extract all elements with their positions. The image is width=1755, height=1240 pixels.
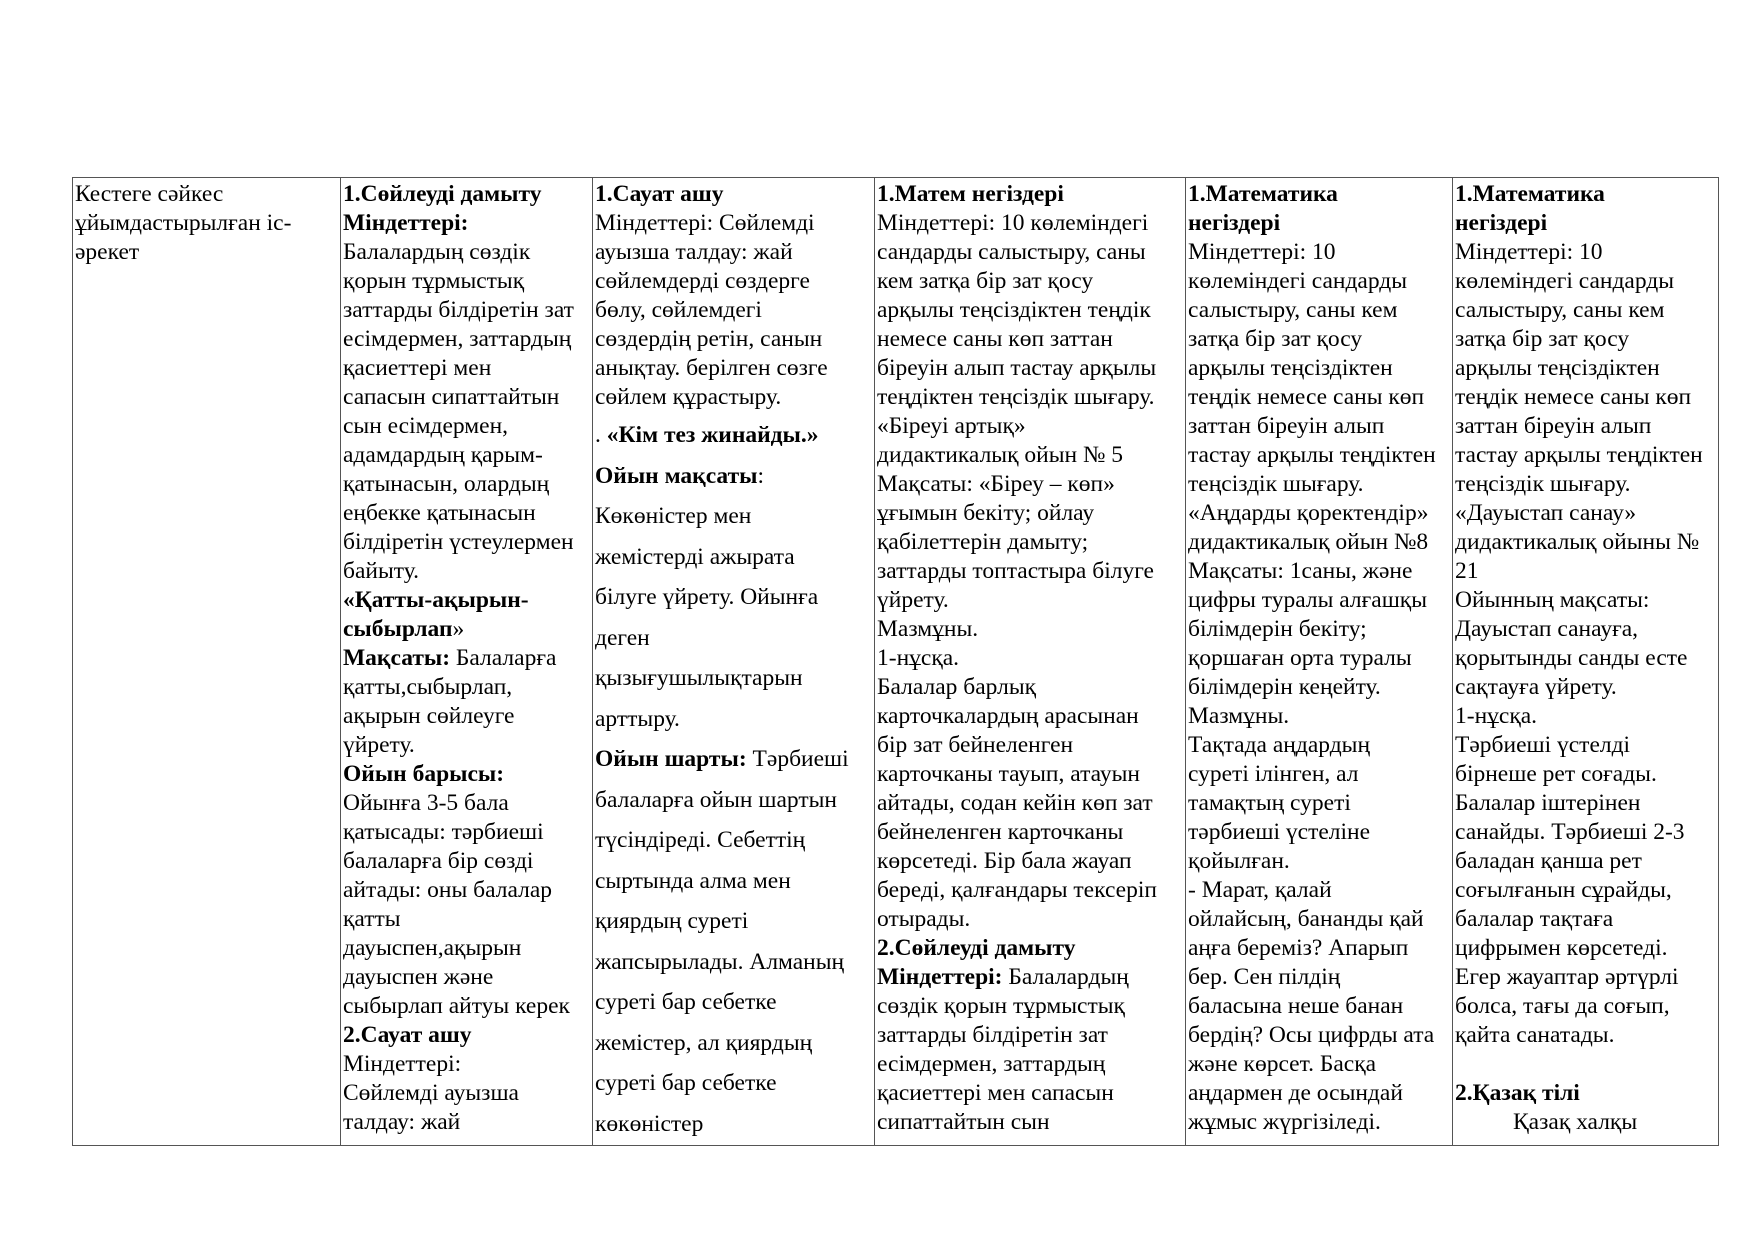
text-line: 1.Сөйлеуді дамыту bbox=[343, 181, 542, 207]
text-line: Міндеттері: Сөйлемді bbox=[595, 210, 815, 236]
text-line: кем затқа бір зат қосу bbox=[877, 268, 1094, 294]
day-4-text bbox=[1186, 178, 1452, 1137]
text-line: білімдерін кеңейту. bbox=[1188, 674, 1381, 700]
text-line: адамдардың қарым- bbox=[343, 442, 543, 468]
text-line: қорын тұрмыстық bbox=[343, 268, 525, 294]
text-line: салыстыру, саны кем bbox=[1455, 297, 1665, 323]
text-line: үйрету. bbox=[877, 587, 949, 613]
text-line: жапсырылады. Алманың bbox=[595, 948, 845, 975]
text-line: қатынасын, олардың bbox=[343, 471, 550, 497]
text-line: сыбырлап» bbox=[343, 616, 465, 642]
text-line: қайта санатады. bbox=[1455, 1022, 1615, 1048]
text-line: аңдармен де осындай bbox=[1188, 1080, 1403, 1106]
text-line: 1.Математика bbox=[1188, 181, 1338, 207]
column-day-2 bbox=[593, 178, 875, 1145]
text-line: Мазмұны. bbox=[877, 616, 979, 642]
text-line: Мақсаты: 1саны, және bbox=[1188, 558, 1413, 584]
day-5-text bbox=[1453, 178, 1718, 1137]
text-line: есімдермен, заттардың bbox=[343, 326, 572, 352]
text-line: деген bbox=[595, 624, 650, 651]
text-line: заттан біреуін алып bbox=[1188, 413, 1385, 439]
text-line: ұғымын бекіту; ойлау bbox=[877, 500, 1095, 526]
text-line: ақырын сөйлеуге bbox=[343, 703, 515, 729]
text-line: жемістерді ажырата bbox=[595, 543, 795, 570]
text-line: 2.Қазақ тілі bbox=[1455, 1080, 1580, 1106]
text-line: 1.Матем негіздері bbox=[877, 181, 1064, 207]
text-line: дидактикалық ойын №8 bbox=[1188, 529, 1429, 555]
text-line: қабілеттерін дамыту; bbox=[877, 529, 1089, 555]
text-line: теңдік немесе саны көп bbox=[1455, 384, 1692, 410]
text-line: заттан біреуін алып bbox=[1455, 413, 1652, 439]
text-line: 1-нұсқа. bbox=[1455, 703, 1538, 729]
text-line: ауызша талдау: жай bbox=[595, 239, 793, 265]
text-line: 1.Математика bbox=[1455, 181, 1605, 207]
text-line: теңдіктен теңсіздік шығару. bbox=[877, 384, 1155, 410]
text-line: сөйлем құрастыру. bbox=[595, 384, 782, 410]
text-line: дауыспен,ақырын bbox=[343, 935, 522, 961]
text-line: дидактикалық ойын № 5 bbox=[877, 442, 1123, 468]
text-line: үйрету. bbox=[343, 732, 415, 758]
text-line: - Марат, қалай bbox=[1188, 877, 1332, 903]
text-line: болса, тағы да соғып, bbox=[1455, 993, 1670, 1019]
text-line: сипаттайтын сын bbox=[877, 1109, 1050, 1135]
text-line: қоршаған орта туралы bbox=[1188, 645, 1412, 671]
text-line: біреуін алып тастау арқылы bbox=[877, 355, 1157, 381]
text-line: ұйымдастырылған іс- bbox=[75, 210, 292, 236]
text-line: сөздік қорын тұрмыстық bbox=[877, 993, 1125, 1019]
text-line: қызығушылықтарын bbox=[595, 665, 803, 691]
text-line: суреті бар себетке bbox=[595, 1070, 777, 1096]
text-line: қатысады: тәрбиеші bbox=[343, 819, 544, 845]
text-line: Ойынға 3-5 бала bbox=[343, 790, 509, 816]
text-line: Міндеттері: Балалардың bbox=[877, 964, 1129, 990]
text-line: сақтауға үйрету. bbox=[1455, 674, 1617, 700]
text-line: «Аңдарды қоректендір» bbox=[1188, 500, 1429, 526]
text-line: балаларға ойын шартын bbox=[595, 786, 837, 813]
text-line: заттарды топтастыра білуге bbox=[877, 558, 1154, 584]
text-line: Міндеттері: bbox=[343, 210, 469, 236]
text-line: тастау арқылы теңдіктен bbox=[1455, 442, 1703, 468]
text-line: анықтау. берілген сөзге bbox=[595, 355, 828, 381]
text-line: Міндеттері: 10 bbox=[1188, 239, 1336, 265]
text-line: талдау: жай bbox=[343, 1109, 461, 1135]
day-2-game-text bbox=[593, 413, 874, 1144]
column-day-3 bbox=[875, 178, 1186, 1145]
text-line: аңға береміз? Апарып bbox=[1188, 935, 1409, 961]
text-line: қойылған. bbox=[1188, 848, 1290, 874]
text-line: теңсіздік шығару. bbox=[1455, 471, 1631, 497]
text-line: Міндеттері: 10 көлеміндегі bbox=[877, 210, 1149, 236]
blank-line bbox=[1455, 1050, 1716, 1079]
text-line: Егер жауаптар әртүрлі bbox=[1455, 964, 1679, 990]
text-line: бөлу, сөйлемдегі bbox=[595, 297, 762, 323]
text-line: баладан қанша рет bbox=[1455, 848, 1642, 874]
text-line: сандарды салыстыру, саны bbox=[877, 239, 1146, 265]
column-day-4 bbox=[1186, 178, 1453, 1145]
text-line: Міндеттері: 10 bbox=[1455, 239, 1603, 265]
text-line: сөздердің ретін, санын bbox=[595, 326, 823, 352]
text-line: сөйлемдерді сөздерге bbox=[595, 268, 810, 294]
text-line: Балалардың сөздік bbox=[343, 239, 531, 265]
text-line: Қазақ халқы bbox=[1513, 1109, 1638, 1135]
text-line: көлеміндегі сандарды bbox=[1188, 268, 1408, 294]
text-line: «Біреуі артық» bbox=[877, 413, 1026, 439]
column-day-5 bbox=[1453, 178, 1718, 1145]
text-line: Мазмұны. bbox=[1188, 703, 1290, 729]
day-1-text bbox=[341, 178, 592, 1137]
text-line: суреті бар себетке bbox=[595, 989, 777, 1015]
text-line: . «Кім тез жинайды.» bbox=[595, 422, 819, 448]
text-line: «Қатты-ақырын- bbox=[343, 587, 529, 613]
text-line: дауыспен және bbox=[343, 964, 494, 990]
text-line: балаларға бір сөзді bbox=[343, 848, 534, 874]
text-line: 1-нұсқа. bbox=[877, 645, 960, 671]
text-line: карточканы тауып, атауын bbox=[877, 761, 1140, 787]
text-line: көлеміндегі сандарды bbox=[1455, 268, 1675, 294]
text-line: 2.Сауат ашу bbox=[343, 1022, 472, 1048]
text-line: отырады. bbox=[877, 906, 971, 932]
text-line: бердің? Осы цифрды ата bbox=[1188, 1022, 1435, 1048]
text-line: дидактикалық ойыны № bbox=[1455, 529, 1700, 555]
text-line: Ойын мақсаты: bbox=[595, 462, 765, 489]
text-line: Тақтада аңдардың bbox=[1188, 732, 1371, 758]
text-line: затқа бір зат қосу bbox=[1455, 326, 1630, 352]
text-line: ойлайсың, бананды қай bbox=[1188, 906, 1424, 932]
text-line: білімдерін бекіту; bbox=[1188, 616, 1367, 642]
text-line: немесе саны көп заттан bbox=[877, 326, 1113, 352]
text-line: заттарды білдіретін зат bbox=[877, 1022, 1108, 1048]
text-line: бейнеленген карточканы bbox=[877, 819, 1124, 845]
text-line: қатты,сыбырлап, bbox=[343, 674, 513, 700]
column-activity-label bbox=[73, 178, 341, 1145]
text-line: қасиеттері мен сапасын bbox=[877, 1080, 1114, 1106]
text-line: әрекет bbox=[75, 239, 140, 265]
text-line: тамақтың суреті bbox=[1188, 790, 1351, 816]
text-line: Мақсаты: Балаларға bbox=[343, 645, 557, 671]
text-line: арқылы теңсіздіктен bbox=[1188, 355, 1393, 381]
text-line: теңдік немесе саны көп bbox=[1188, 384, 1425, 410]
text-line: сыбырлап айтуы керек bbox=[343, 993, 570, 1019]
text-line: түсіндіреді. Себеттің bbox=[595, 827, 806, 853]
text-line: бер. Сен пілдің bbox=[1188, 964, 1341, 990]
text-line: Дауыстап санауға, bbox=[1455, 616, 1639, 642]
text-line: Мақсаты: «Біреу – көп» bbox=[877, 471, 1115, 497]
text-line: жемістер, ал қиярдың bbox=[595, 1029, 813, 1056]
text-line: балалар тақтаға bbox=[1455, 906, 1614, 932]
text-line: айтады, содан кейін көп зат bbox=[877, 790, 1153, 816]
text-line: байыту. bbox=[343, 558, 419, 584]
text-line: санайды. Тәрбиеші 2-3 bbox=[1455, 819, 1685, 845]
text-line: сыртында алма мен bbox=[595, 867, 791, 894]
text-line: Көкөністер мен bbox=[595, 503, 752, 529]
text-line: тәрбиеші үстеліне bbox=[1188, 819, 1371, 845]
text-line: қасиеттері мен bbox=[343, 355, 492, 381]
text-line: 21 bbox=[1455, 558, 1479, 584]
text-line: салыстыру, саны кем bbox=[1188, 297, 1398, 323]
text-line: теңсіздік шығару. bbox=[1188, 471, 1364, 497]
text-line: қатты bbox=[343, 906, 401, 932]
text-line: береді, қалғандары тексеріп bbox=[877, 877, 1157, 903]
text-line: қиярдың суреті bbox=[595, 908, 749, 934]
text-line: көрсетеді. Бір бала жауап bbox=[877, 848, 1132, 874]
text-line: цифры туралы алғашқы bbox=[1188, 587, 1428, 613]
text-line: жұмыс жүргізіледі. bbox=[1188, 1109, 1381, 1135]
text-line: және көрсет. Басқа bbox=[1188, 1051, 1377, 1077]
text-line: бір зат бейнеленген bbox=[877, 732, 1074, 758]
text-line: айтады: оны балалар bbox=[343, 877, 552, 903]
text-line: негіздері bbox=[1455, 210, 1548, 236]
text-line: Балалар іштерінен bbox=[1455, 790, 1641, 816]
text-line: арқылы теңсіздіктен bbox=[1455, 355, 1660, 381]
text-line: Кестеге сәйкес bbox=[75, 181, 224, 207]
text-line: арқылы теңсіздіктен теңдік bbox=[877, 297, 1151, 323]
text-line: сын есімдермен, bbox=[343, 413, 509, 439]
text-line: білдіретін үстеулермен bbox=[343, 529, 574, 555]
text-line: Міндеттері: bbox=[343, 1051, 462, 1077]
text-line: көкөністер bbox=[595, 1110, 704, 1137]
text-line: «Дауыстап санау» bbox=[1455, 500, 1637, 526]
text-line: қорытынды санды есте bbox=[1455, 645, 1688, 671]
text-line: 2.Сөйлеуді дамыту bbox=[877, 935, 1076, 961]
text-line: еңбекке қатынасын bbox=[343, 500, 536, 526]
schedule-table bbox=[72, 177, 1719, 1146]
text-line: Балалар барлық bbox=[877, 674, 1037, 700]
text-line: негіздері bbox=[1188, 210, 1281, 236]
text-line: Ойын шарты: Тәрбиеші bbox=[595, 746, 849, 772]
text-line: сапасын сипаттайтын bbox=[343, 384, 560, 410]
text-line: тастау арқылы теңдіктен bbox=[1188, 442, 1436, 468]
day-2-text bbox=[593, 178, 874, 412]
text-line: 1.Сауат ашу bbox=[595, 181, 724, 207]
activity-label-text bbox=[73, 178, 340, 267]
text-line: затқа бір зат қосу bbox=[1188, 326, 1363, 352]
column-day-1 bbox=[341, 178, 593, 1145]
text-line: бірнеше рет соғады. bbox=[1455, 761, 1657, 787]
text-line: Ойынның мақсаты: bbox=[1455, 587, 1650, 613]
text-line: арттыру. bbox=[595, 705, 680, 732]
text-line: суреті ілінген, ал bbox=[1188, 761, 1359, 787]
text-line: заттарды білдіретін зат bbox=[343, 297, 574, 323]
text-line: карточкалардың арасынан bbox=[877, 703, 1139, 729]
day-3-text bbox=[875, 178, 1185, 1137]
text-line: баласына неше банан bbox=[1188, 993, 1404, 1019]
text-line: цифрымен көрсетеді. bbox=[1455, 935, 1668, 961]
text-line: соғылғанын сұрайды, bbox=[1455, 877, 1672, 903]
text-line: Ойын барысы: bbox=[343, 761, 505, 787]
text-line: есімдермен, заттардың bbox=[877, 1051, 1106, 1077]
text-line: Сөйлемді ауызша bbox=[343, 1080, 519, 1106]
text-line: Тәрбиеші үстелді bbox=[1455, 732, 1631, 758]
text-line: білуге үйрету. Ойынға bbox=[595, 584, 819, 610]
